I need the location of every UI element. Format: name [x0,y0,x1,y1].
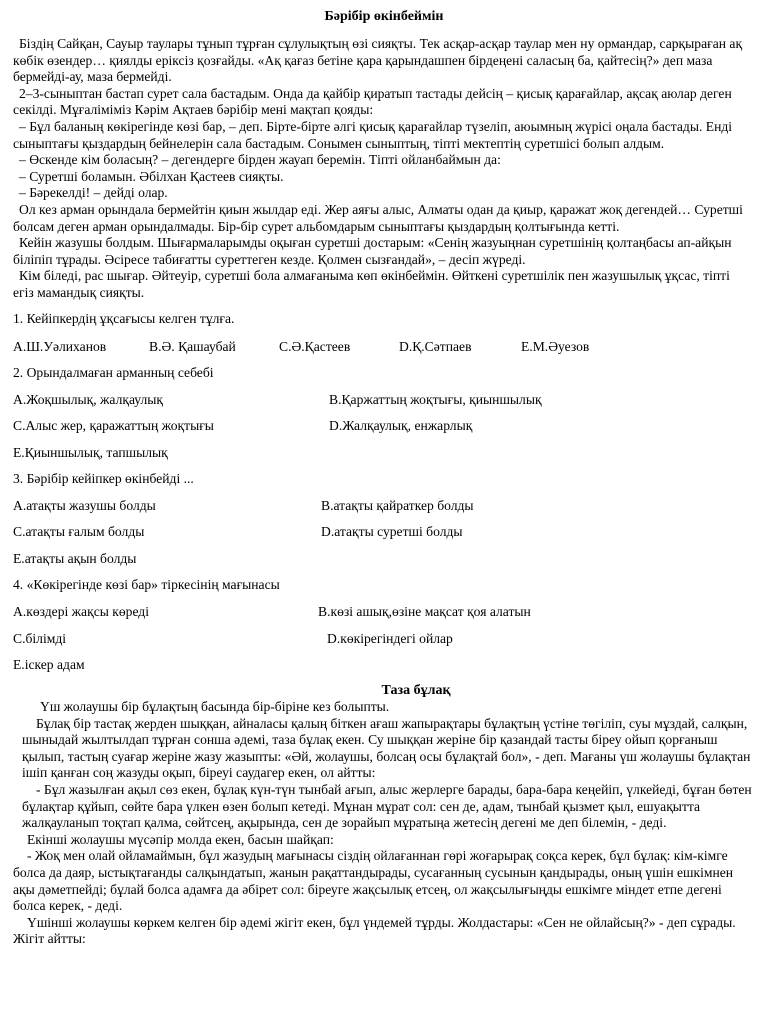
answer-option: B.Қаржаттың жоқтығы, қиыншылық [329,392,542,407]
story-text [13,699,753,948]
question-2 [13,365,214,381]
answer-option: D.атақты суретші болды [321,524,463,539]
paragraph: – Өскенде кім боласың? – дегендерге бірден жауап беремін. Тіпті ойланбаймын да: [19,152,501,168]
question-text: Бәрібір кейіпкер өкінбейді ... [26,471,194,486]
question-3 [13,471,194,487]
paragraph: 2–3-сыныптан бастап сурет сала бастадым. Онда да қайбір қиратып тастады дейсің – қисық қарағайлар, ақсақ аюлар деген секілді. Мұғаліміміз Кәрім Ақтаев бәрібір мені мақтап қояды: [13,85,732,118]
question-text: Орындалмаған арманның себебі [26,365,214,380]
answer-option: A.Ш.Уәлиханов [13,339,107,354]
answer-option: E.іскер адам [13,657,85,672]
answer-option: B.атақты қайраткер болды [321,498,474,513]
answer-option: A.Жоқшылық, жалқаулық [13,392,164,407]
story-title: Таза бұлақ [381,683,451,698]
paragraph: Үшінші жолаушы көркем келген бір әдемі жігіт екен, бұл үндемей тұрды. Жолдастары: «Сен не ойлайсың?» - деп сұрады. Жігіт айтты: [13,914,736,947]
answer-option: D.көкірегіндегі ойлар [327,631,453,646]
paragraph: Екінші жолаушы мүсәпір молда екен, басын шайқап: [27,831,334,847]
answer-option: B.Ә. Қашаубай [149,339,236,354]
story-title: Бәрібір өкінбеймін [324,9,444,24]
question-number: 2. [13,365,24,380]
paragraph: Бұлақ бір тастақ жерден шыққан, айналасы қалың біткен ағаш жапырақтары бұлақтың үстіне төгіліп, суы мұздай, салқын, шыныдай жылтылдап тұрған сонша әдемі, таза бұлақ екен. Су шыққан жеріне бір қазандай тасты біреу ойып қорғаныш қылып, тастың суағар жеріне жазу жазыпты: «Әй, жолаушы, болсаң осы бұлақтай бол», - деп. Мағаны үш жолаушы бұлақтан ішіп қанған соң жазуды оқып, біреуі саудагер екен, ол айтты: [22,715,751,781]
question-number: 1. [13,311,24,326]
paragraph: – Суретші боламын. Әбілхан Қастеев сияқты. [19,168,284,184]
question-4 [13,577,280,593]
answer-option: C.Алыс жер, қаражаттың жоқтығы [13,418,214,433]
answer-option: A.көздері жақсы көреді [13,604,150,619]
question-text: Кейіпкердің ұқсағысы келген тұлға. [26,311,235,326]
answer-option: C.Ә.Қастеев [279,339,351,354]
paragraph: – Бұл баланың көкірегінде көзі бар, – деп. Бірте-бірте әлгі қисық қарағайлар түзеліп, аюымның жүрісі оңала бастады. Енді сыныптағы қыздардың бейнелерін сала бастадым. Сонымен сыныптың, тіпті мектептің суретшісі болып алдым. [13,118,733,151]
answer-option: E.Қиыншылық, тапшылық [13,445,168,460]
answer-option: D.Қ.Сәтпаев [399,339,472,354]
question-1 [13,311,234,327]
paragraph: – Бәрекелді! – дейді олар. [19,185,168,201]
paragraph: - Бұл жазылған ақыл сөз екен, бұлақ күн-түн тынбай ағып, алыс жерлерге барады, бара-бара кеңейіп, үлкейеді, бұған бөтен бұлақтар құйып, сөйте бара үлкен өзен болып кетеді. Мұнан мұрат сол: сен де, адам, тынбай қызмет қыл, ешуақытта жалқауланып тоқтап қалма, сөйтсең, ақырында, сен де зорайып мұратыңа жетесің дегені ме деп білемін, - деді. [22,781,752,831]
question-number: 4. [13,577,24,592]
paragraph: Біздің Сайқан, Сауыр таулары тұнып тұрған сұлулықтың өзі сияқты. Тек асқар-асқар таулар мен ну ормандар, сарқыраған ақ көбік өзендер… қиялды еріксіз қозғайды. «Ақ қағаз бетіне қара қарындашпен бірдеңені саласың ба, қайтесің?» деп маза бермейді-ау, маза бермейді. [13,36,743,85]
answer-option: C.атақты ғалым болды [13,524,145,539]
paragraph: Үш жолаушы бір бұлақтың басында бір-біріне кез болыпты. [40,699,390,714]
paragraph: - Жоқ мен олай ойламаймын, бұл жазудың мағынасы сіздің ойлағаннан гөрі жоғарырақ соқса керек, бұл бұлақ: кім-кімге болса да даяр, ыстықтағанды салқындатып, жанын рақаттандырады, сусағанның сусынын қандырады, оның үшін ешкімнен ақы дәметпейді; бұлай болса адамға да әбірет сол: біреуге жақсылық етсең, ол жақсылығыңды ешкімге міндет етпе дегені болса керек, - деді. [13,848,734,914]
paragraph: Кім біледі, рас шығар. Әйтеуір, суретші бола алмағаныма көп өкінбеймін. Өйткені суретшілік пен жазушылық ұқсас, тіпті егіз мамандық сияқты. [13,268,730,300]
question-number: 3. [13,471,24,486]
story-text [13,36,753,302]
answer-option: D.Жалқаулық, енжарлық [329,418,473,433]
answer-option: E.атақты ақын болды [13,551,137,566]
paragraph: Ол кез арман орындала бермейтін қиын жылдар еді. Жер аяғы алыс, Алматы одан да қиыр, қаражат жоқ дегендей… Суретші болсам деген арман орындалмады. Бір-бір сурет альбомдарым сыныптағы қыздардың қолтығында кетті. [13,201,743,234]
answer-option: B.көзі ашық,өзіне мақсат қоя алатын [318,604,531,619]
answer-option: E.М.Әуезов [521,339,590,354]
question-text: «Көкірегінде көзі бар» тіркесінің мағынасы [26,577,280,592]
answer-option: C.білімді [13,631,67,646]
answer-option: A.атақты жазушы болды [13,498,156,513]
paragraph: Кейін жазушы болдым. Шығармаларымды оқыған суретші достарым: «Сенің жазуыңнан суретшінің қолтаңбасы ап-айқын біліпіп тұрады. Әсіресе табиғатты суреттеген кезде. Қолмен сызғандай», – десіп жүреді. [13,235,732,267]
